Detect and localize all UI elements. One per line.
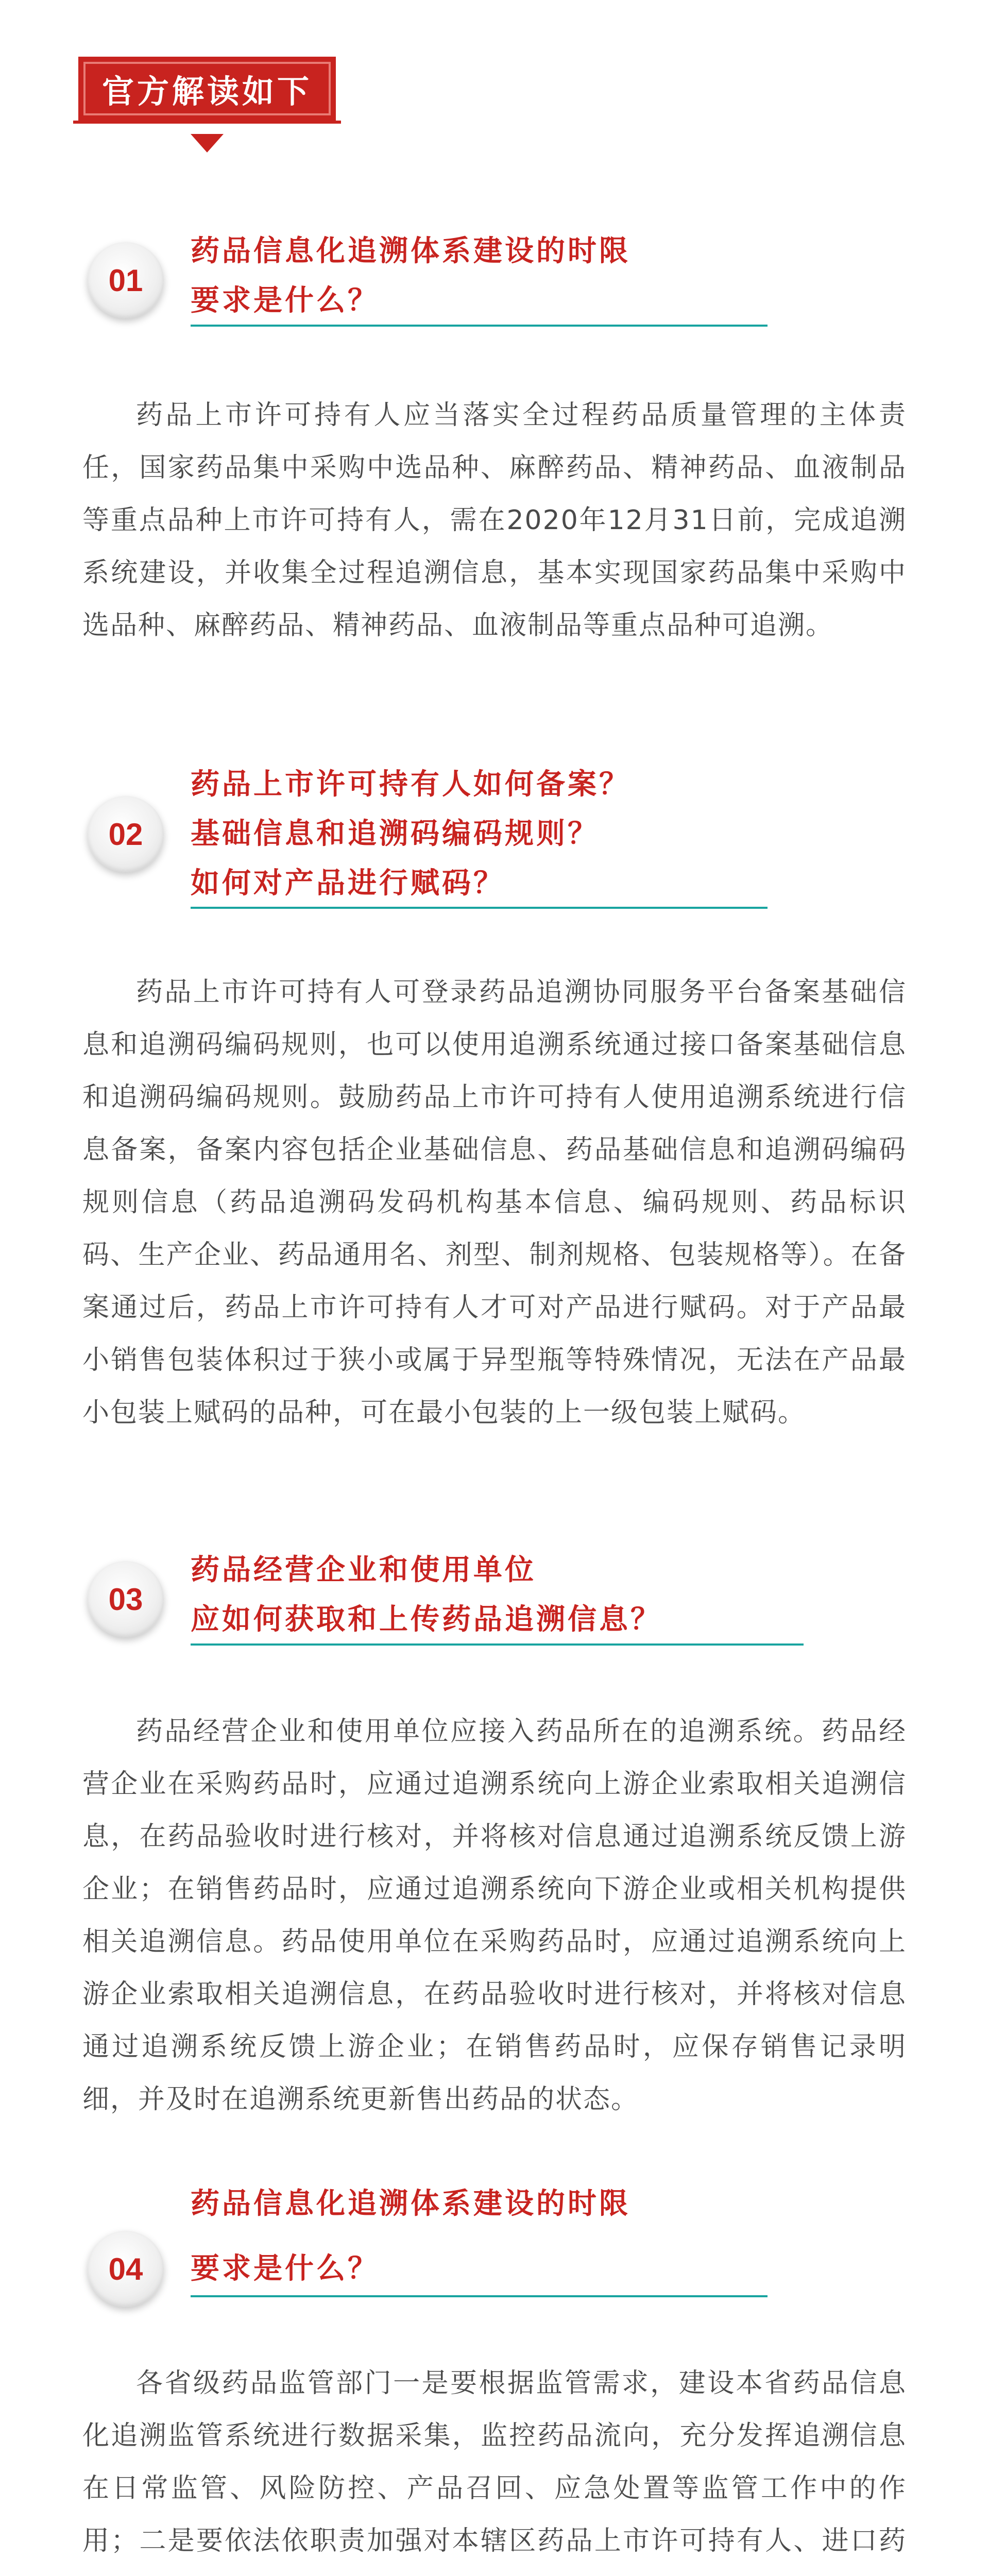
header-banner — [78, 57, 336, 121]
heading-rule — [191, 907, 768, 909]
section-02-body: 药品上市许可持有人可登录药品追溯协同服务平台备案基础信息和追溯码编码规则，也可以使用追溯系统通过接口备案基础信息和追溯码编码规则。鼓励药品上市许可持有人使用追溯系统进行信息备案，备案内容包括企业基础信息、药品基础信息和追溯码编码规则信息（药品追溯码发码机构基本信息、编码规则、药品标识码、生产企业、药品通用名、剂型、制剂规格、包装规格等）。在备案通过后，药品上市许可持有人才可对产品进行赋码。对于产品最小销售包装体积过于狭小或属于异型瓶等特殊情况，无法在产品最小包装上赋码的品种，可在最小包装的上一级包装上赋码。 — [82, 977, 907, 1428]
heading-rule — [191, 1643, 804, 1646]
heading-line: 药品信息化追溯体系建设的时限 — [191, 234, 630, 268]
number-badge — [88, 1561, 164, 1637]
heading-line: 药品信息化追溯体系建设的时限 — [191, 2187, 630, 2221]
number-badge — [88, 242, 164, 318]
heading-line: 应如何获取和上传药品追溯信息？ — [191, 1603, 662, 1636]
header-underline — [73, 121, 341, 124]
heading-line: 如何对产品进行赋码？ — [191, 867, 505, 900]
badge-number: 03 — [108, 1582, 143, 1617]
number-badge — [88, 796, 164, 872]
header-pointer-icon — [191, 134, 224, 152]
badge-number: 01 — [108, 263, 143, 298]
section-01-body: 药品上市许可持有人应当落实全过程药品质量管理的主体责任，国家药品集中采购中选品种、麻醉药品、精神药品、血液制品等重点品种上市许可持有人，需在2020年12月31日前，完成追溯系统建设，并收集全过程追溯信息，基本实现国家药品集中采购中选品种、麻醉药品、精神药品、血液制品等重点品种可追溯。 — [82, 400, 907, 641]
heading-line: 药品上市许可持有人如何备案？ — [191, 768, 630, 801]
heading-line: 药品经营企业和使用单位 — [191, 1553, 536, 1587]
header-title-box — [78, 57, 336, 121]
section-04-body: 各省级药品监管部门一是要根据监管需求，建设本省药品信息化追溯监管系统进行数据采集，监控药品流向，充分发挥追溯信息在日常监管、风险防控、产品召回、应急处置等监管工作中的作用；二是要依法依职责加强对本辖区药品上市许可持有人、进口药 — [82, 2368, 907, 2556]
header-title: 官方解读如下 — [101, 72, 312, 110]
heading-line: 要求是什么？ — [191, 284, 379, 317]
number-badge — [88, 2231, 164, 2307]
badge-number: 02 — [108, 817, 143, 852]
heading-line: 要求是什么？ — [191, 2252, 379, 2285]
section-03-body: 药品经营企业和使用单位应接入药品所在的追溯系统。药品经营企业在采购药品时，应通过追溯系统向上游企业索取相关追溯信息，在药品验收时进行核对，并将核对信息通过追溯系统反馈上游企业；在销售药品时，应通过追溯系统向下游企业或相关机构提供相关追溯信息。药品使用单位在采购药品时，应通过追溯系统向上游企业索取相关追溯信息，在药品验收时进行核对，并将核对信息通过追溯系统反馈上游企业；在销售药品时，应保存销售记录明细，并及时在追溯系统更新售出药品的状态。 — [82, 1716, 907, 2115]
heading-rule — [191, 2295, 768, 2297]
badge-number: 04 — [108, 2251, 143, 2286]
heading-line: 基础信息和追溯码编码规则？ — [191, 817, 599, 851]
heading-rule — [191, 325, 768, 327]
